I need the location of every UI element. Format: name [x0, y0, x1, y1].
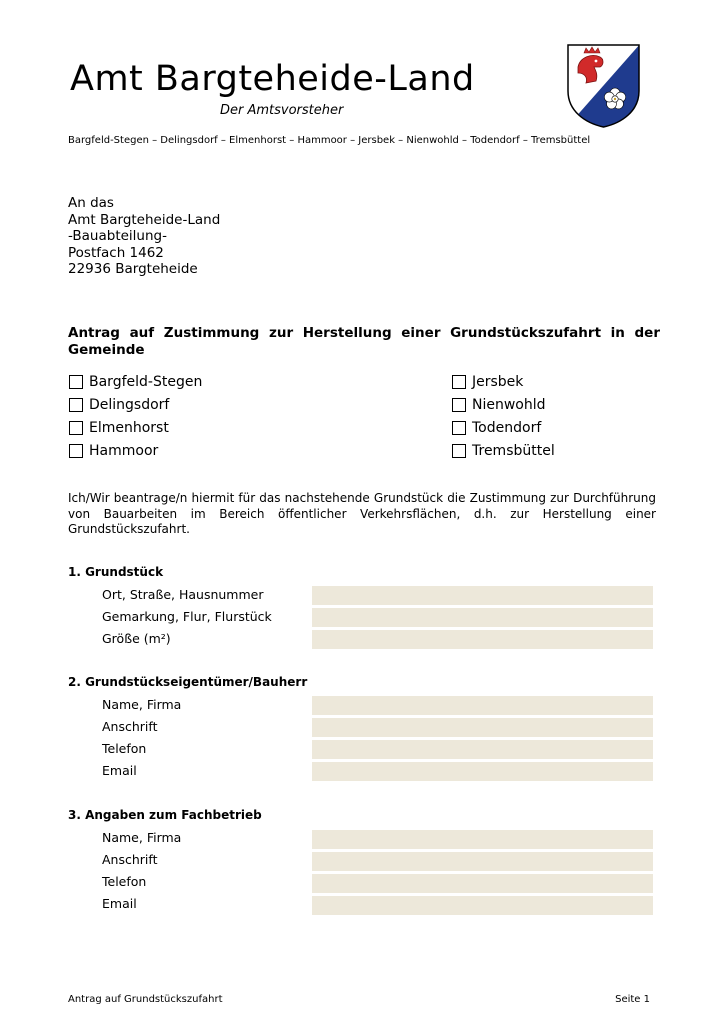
field-label: Email: [102, 896, 137, 911]
checkbox-label: Hammoor: [89, 443, 159, 459]
input-eigentuemer-anschrift[interactable]: [312, 718, 653, 737]
address-line: Amt Bargteheide-Land: [68, 211, 221, 228]
section-title-eigentuemer: 2. Grundstückseigentümer/Bauherr: [68, 675, 308, 689]
checkbox-nienwohld[interactable]: [452, 396, 546, 414]
address-line: An das: [68, 195, 114, 211]
checkbox-label: Elmenhorst: [89, 420, 169, 436]
checkbox-label: Todendorf: [472, 420, 542, 436]
input-groesse[interactable]: [312, 630, 653, 649]
checkbox-box[interactable]: [69, 375, 83, 389]
field-label: Ort, Straße, Hausnummer: [102, 587, 264, 602]
checkbox-bargfeld-stegen[interactable]: [69, 373, 202, 391]
field-label: Größe (m²): [102, 631, 171, 646]
field-label: Gemarkung, Flur, Flurstück: [102, 609, 272, 624]
checkbox-box[interactable]: [452, 398, 466, 412]
checkbox-label: Nienwohld: [472, 397, 546, 413]
checkbox-box[interactable]: [452, 421, 466, 435]
checkbox-tremsbuettel[interactable]: [452, 442, 555, 460]
checkbox-label: Delingsdorf: [89, 397, 170, 413]
field-label: Telefon: [102, 741, 147, 756]
input-fachbetrieb-telefon[interactable]: [312, 874, 653, 893]
address-line: Postfach 1462: [68, 244, 164, 261]
field-label: Anschrift: [102, 852, 158, 867]
intro-paragraph: Ich/Wir beantrage/n hiermit für das nachstehende Grundstück die Zustimmung zur Durchführung von Bauarbeiten im Bereich öffentlicher Verkehrsflächen, d.h. zur Herstellung einer Grundstückszufahrt.: [68, 491, 656, 536]
input-fachbetrieb-email[interactable]: [312, 896, 653, 915]
input-fachbetrieb-anschrift[interactable]: [312, 852, 653, 871]
checkbox-box[interactable]: [69, 421, 83, 435]
field-label: Anschrift: [102, 719, 158, 734]
checkbox-box[interactable]: [452, 375, 466, 389]
section-title-fachbetrieb: 3. Angaben zum Fachbetrieb: [68, 808, 262, 822]
input-gemarkung-flur-flurstueck[interactable]: [312, 608, 653, 627]
page-subtitle: Der Amtsvorsteher: [220, 103, 344, 118]
section-title-grundstueck: 1. Grundstück: [68, 565, 164, 579]
checkbox-box[interactable]: [69, 398, 83, 412]
input-eigentuemer-telefon[interactable]: [312, 740, 653, 759]
checkbox-delingsdorf[interactable]: [69, 396, 169, 414]
field-label: Name, Firma: [102, 697, 182, 712]
address-line: 22936 Bargteheide: [68, 261, 198, 277]
input-eigentuemer-email[interactable]: [312, 762, 653, 781]
checkbox-label: Jersbek: [472, 374, 524, 390]
checkbox-hammoor[interactable]: [69, 442, 158, 460]
checkbox-label: Bargfeld-Stegen: [89, 374, 203, 390]
checkbox-jersbek[interactable]: [452, 373, 523, 391]
municipalities-line: Bargfeld-Stegen – Delingsdorf – Elmenhorst – Hammoor – Jersbek – Nienwohld – Todendorf – Tremsbüttel: [68, 135, 591, 146]
input-fachbetrieb-name[interactable]: [312, 830, 653, 849]
form-heading: Antrag auf Zustimmung zur Herstellung einer Grundstückszufahrt in der Gemeinde: [68, 325, 660, 358]
address-line: -Bauabteilung-: [68, 228, 167, 244]
coat-of-arms-icon: [566, 43, 641, 128]
field-label: Email: [102, 763, 137, 778]
checkbox-box[interactable]: [69, 444, 83, 458]
footer-document-title: Antrag auf Grundstückszufahrt: [68, 994, 223, 1005]
page-title: Amt Bargteheide-Land: [70, 59, 475, 99]
recipient-address: [68, 195, 220, 278]
checkbox-box[interactable]: [452, 444, 466, 458]
checkbox-label: Tremsbüttel: [472, 443, 555, 459]
field-label: Telefon: [102, 874, 147, 889]
input-eigentuemer-name[interactable]: [312, 696, 653, 715]
checkbox-elmenhorst[interactable]: [69, 419, 169, 437]
footer-page-number: Seite 1: [615, 994, 650, 1005]
input-ort-strasse-hausnummer[interactable]: [312, 586, 653, 605]
field-label: Name, Firma: [102, 830, 182, 845]
checkbox-todendorf[interactable]: [452, 419, 541, 437]
